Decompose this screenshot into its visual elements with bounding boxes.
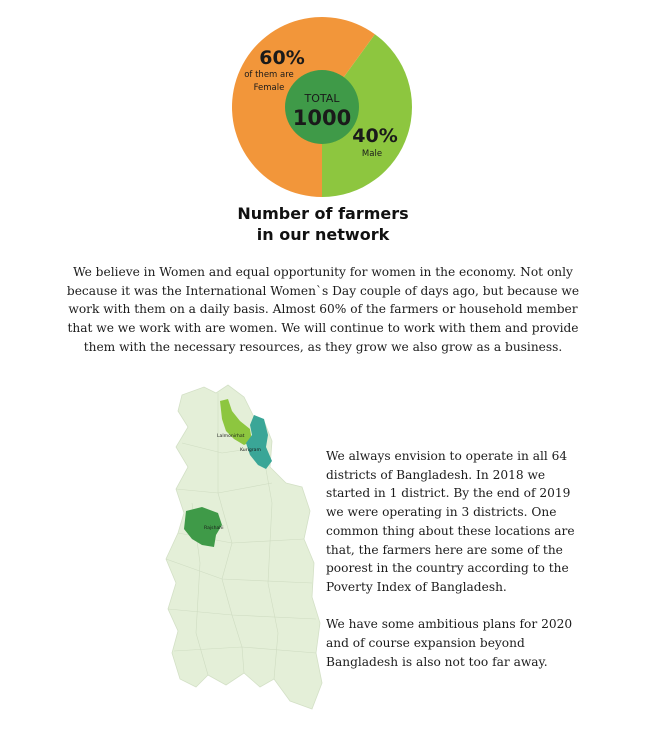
male-pct-label: 40% (352, 125, 398, 147)
rajshahi-label: Rajshahi (204, 526, 224, 531)
chart-title-line-2: in our network (256, 225, 390, 244)
pie-total-value: 1000 (292, 106, 352, 130)
farmers-pie-chart (0, 0, 646, 205)
male-sub-label: Male (361, 149, 383, 159)
female-sub-label-2: Female (253, 83, 285, 93)
lalmonirhat-label: Lalmonirhat (217, 434, 245, 439)
chart-title-line-1: Number of farmers (237, 204, 409, 223)
female-pct-label: 60% (259, 47, 305, 69)
kurigram-label: Kurigram (240, 448, 261, 453)
bangladesh-map (162, 383, 326, 713)
expansion-paragraph-2: We have some ambitious plans for 2020 and of course expansion beyond Bangladesh is also not too far away. (326, 617, 573, 669)
female-sub-label-1: of them are (244, 70, 294, 80)
expansion-text (326, 447, 588, 690)
pie-chart-svg (0, 0, 646, 205)
pie-total-label: TOTAL (304, 92, 340, 105)
expansion-paragraph-1: We always envision to operate in all 64 districts of Bangladesh. In 2018 we started in 1 district. By the end of 2019 we were operating in 3 districts. One common thing about these locations are that, the farmers here are some of the poorest in the country according to the Poverty Index of Bangladesh. (326, 449, 575, 594)
intro-paragraph: We believe in Women and equal opportunity for women in the economy. Not only because it was the International Women`s Day couple of days ago, but because we work with them on a daily basis. Almost 60% of the farmers or household member that we we work with are women. We will continue to work with them and provide them with the necessary resources, as they grow we also grow as a business. (66, 265, 580, 354)
